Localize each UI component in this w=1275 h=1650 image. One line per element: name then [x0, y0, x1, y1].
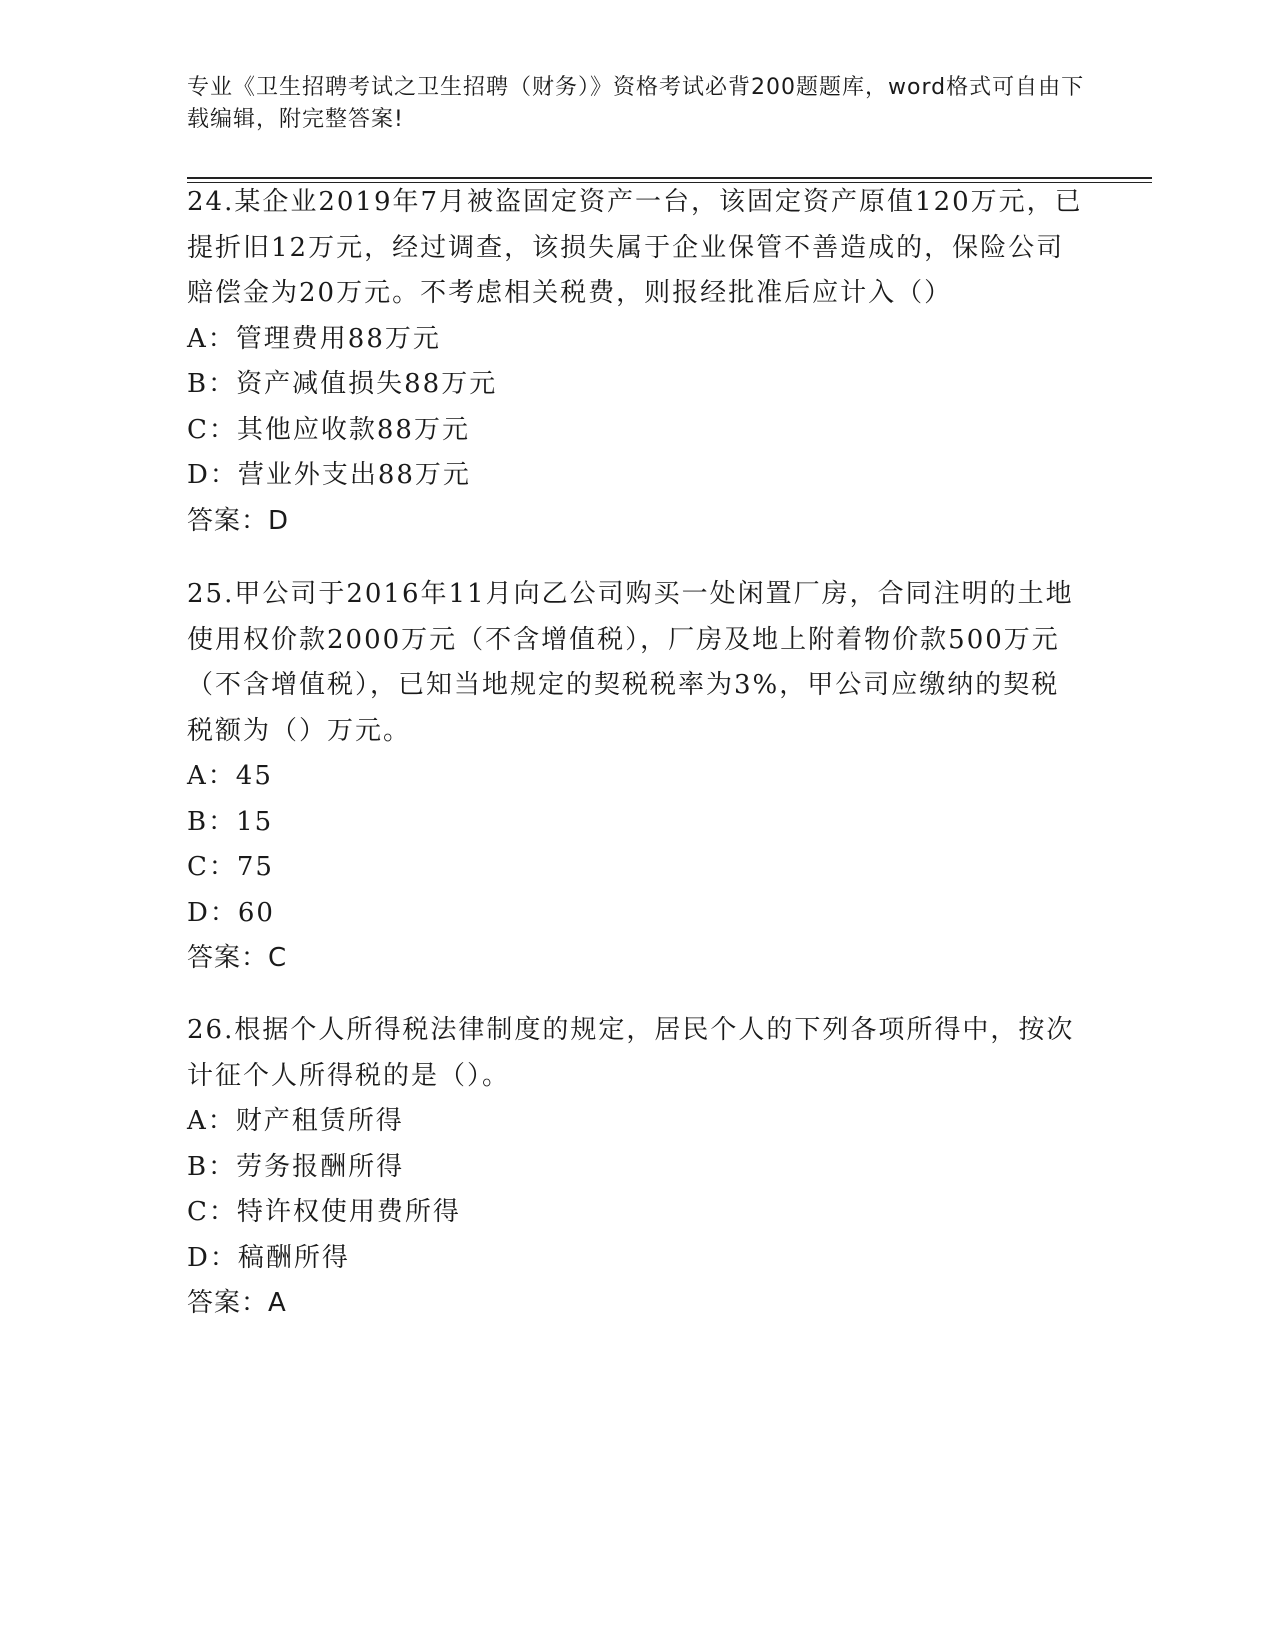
option-list: [187, 1099, 1087, 1281]
answer-label: 答案：D: [187, 505, 290, 536]
question-stem: 26.根据个人所得税法律制度的规定，居民个人的下列各项所得中，按次计征个人所得税的是（）。: [187, 1015, 1075, 1091]
question-stem: 24.某企业2019年7月被盗固定资产一台，该固定资产原值120万元，已提折旧12万元，经过调查，该损失属于企业保管不善造成的，保险公司赔偿金为20万元。不考虑相关税费，则报经批准后应计入（）: [187, 187, 1083, 308]
document-header: 专业《卫生招聘考试之卫生招聘（财务）》资格考试必背200题题库，word格式可自由下载编辑，附完整答案!: [187, 75, 1085, 132]
question-stem: 25.甲公司于2016年11月向乙公司购买一处闲置厂房，合同注明的土地使用权价款2000万元（不含增值税），厂房及地上附着物价款500万元（不含增值税），已知当地规定的契税税率为3%，甲公司应缴纳的契税税额为（）万元。: [187, 579, 1074, 746]
option-c: C：其他应收款88万元: [187, 414, 470, 445]
option-a: A：管理费用88万元: [187, 323, 441, 354]
answer-label: 答案：C: [187, 943, 288, 973]
option-b: B：劳务报酬所得: [187, 1151, 405, 1182]
option-c: C：特许权使用费所得: [187, 1197, 461, 1227]
option-d: D：60: [187, 897, 275, 928]
question-25: [187, 572, 1087, 982]
option-d: D：营业外支出88万元: [187, 460, 471, 490]
option-b: B：15: [187, 806, 274, 837]
answer-label: 答案：A: [187, 1288, 287, 1318]
option-b: B：资产减值损失88万元: [187, 369, 498, 399]
question-26: [187, 1008, 1087, 1327]
option-list: [187, 317, 1087, 499]
option-a: A：45: [187, 761, 273, 791]
question-24: [187, 180, 1087, 544]
option-a: A：财产租赁所得: [187, 1106, 404, 1136]
option-d: D：稿酬所得: [187, 1242, 350, 1273]
option-list: [187, 754, 1087, 936]
option-c: C：75: [187, 852, 274, 882]
